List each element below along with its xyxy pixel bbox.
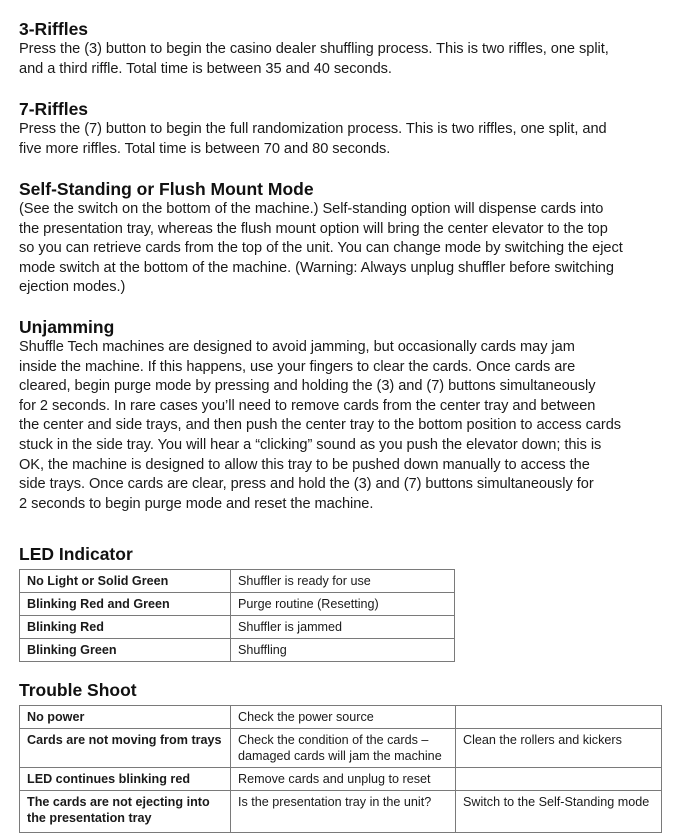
cell-line: LED continues blinking red (27, 772, 191, 786)
cell-line: Cards are not moving from trays (27, 733, 222, 747)
problem-cell (20, 768, 231, 791)
table-row (20, 639, 455, 662)
section-heading: Unjamming (19, 317, 115, 337)
body-line: five more riffles. Total time is between 70 and 80 seconds. (19, 140, 391, 157)
body-line: so you can retrieve cards from the top of the unit. You can change mode by switching the eject (19, 240, 623, 257)
table-row (20, 616, 455, 639)
body-line: inside the machine. If this happens, use your fingers to clear the cards. Once cards are (19, 358, 576, 375)
body-line: 2 seconds to begin purge mode and reset the machine. (19, 495, 374, 512)
section-body (19, 40, 669, 79)
cell-line: Is the presentation tray in the unit? (238, 795, 432, 809)
check-cell (231, 768, 456, 791)
section-heading: 7-Riffles (19, 99, 89, 119)
body-line: Press the (3) button to begin the casino dealer shuffling process. This is two riffles, one split, (19, 41, 609, 57)
body-line: Shuffle Tech machines are designed to avoid jamming, but occasionally cards may jam (19, 339, 575, 355)
body-line: the presentation tray, whereas the flush mount option will bring the center elevator to the top (19, 220, 608, 237)
check-cell (231, 791, 456, 833)
body-line: side trays. Once cards are clear, press and hold the (3) and (7) buttons simultaneously for (19, 476, 594, 493)
body-line: (See the switch on the bottom of the machine.) Self-standing option will dispense cards into (19, 201, 604, 217)
section-trouble-shoot (19, 680, 669, 833)
table-row (20, 706, 662, 729)
cell-line: No power (27, 710, 85, 724)
led-indicator-cell: Blinking Red and Green (20, 593, 231, 616)
body-line: cleared, begin purge mode by pressing and holding the (3) and (7) buttons simultaneously (19, 378, 596, 395)
section-3-riffles (19, 19, 669, 79)
led-indicator-cell: Blinking Green (20, 639, 231, 662)
check-cell (231, 729, 456, 768)
table-row (20, 593, 455, 616)
led-meaning-cell: Shuffler is ready for use (231, 570, 455, 593)
led-meaning-cell: Purge routine (Resetting) (231, 593, 455, 616)
body-line: stuck in the side tray. You will hear a “clicking” sound as you push the elevator down; this is (19, 436, 602, 453)
fix-cell (456, 768, 662, 791)
led-meaning-cell: Shuffler is jammed (231, 616, 455, 639)
led-indicator-cell: Blinking Red (20, 616, 231, 639)
led-table (19, 569, 455, 662)
table-row (20, 570, 455, 593)
body-line: mode switch at the bottom of the machine. (Warning: Always unplug shuffler before switching (19, 259, 614, 276)
section-heading: LED Indicator (19, 544, 133, 564)
fix-cell (456, 791, 662, 833)
section-heading: Trouble Shoot (19, 680, 137, 700)
trouble-table (19, 705, 662, 833)
problem-cell (20, 791, 231, 833)
problem-cell (20, 729, 231, 768)
cell-line: Check the condition of the cards – (238, 733, 429, 747)
cell-line: Switch to the Self-Standing mode (463, 795, 650, 809)
section-mount-mode (19, 179, 669, 298)
body-line: the center and side trays, and then push the center tray to the bottom position to access cards (19, 417, 622, 434)
section-heading: 3-Riffles (19, 19, 89, 39)
section-unjamming (19, 317, 669, 514)
body-line: OK, the machine is designed to allow this tray to be pushed down manually to access the (19, 456, 590, 473)
problem-cell (20, 706, 231, 729)
table-row (20, 791, 662, 833)
fix-cell (456, 706, 662, 729)
cell-line: Remove cards and unplug to reset (238, 772, 431, 786)
body-line: and a third riffle. Total time is between 35 and 40 seconds. (19, 60, 392, 77)
cell-line: the presentation tray (27, 811, 152, 825)
body-line: for 2 seconds. In rare cases you’ll need to remove cards from the center tray and between (19, 397, 596, 414)
cell-line: The cards are not ejecting into (27, 795, 210, 809)
section-7-riffles (19, 99, 669, 159)
section-body (19, 120, 669, 159)
fix-cell (456, 729, 662, 768)
table-row (20, 729, 662, 768)
section-body (19, 200, 669, 298)
cell-line: Clean the rollers and kickers (463, 733, 622, 747)
section-led-indicator (19, 544, 669, 662)
body-line: Press the (7) button to begin the full randomization process. This is two riffles, one split, and (19, 121, 607, 137)
led-indicator-cell: No Light or Solid Green (20, 570, 231, 593)
table-row (20, 768, 662, 791)
cell-line: damaged cards will jam the machine (238, 749, 442, 763)
section-body (19, 338, 669, 514)
body-line: ejection modes.) (19, 279, 126, 296)
led-meaning-cell: Shuffling (231, 639, 455, 662)
check-cell (231, 706, 456, 729)
cell-line: Check the power source (238, 710, 374, 724)
section-heading: Self-Standing or Flush Mount Mode (19, 179, 314, 199)
